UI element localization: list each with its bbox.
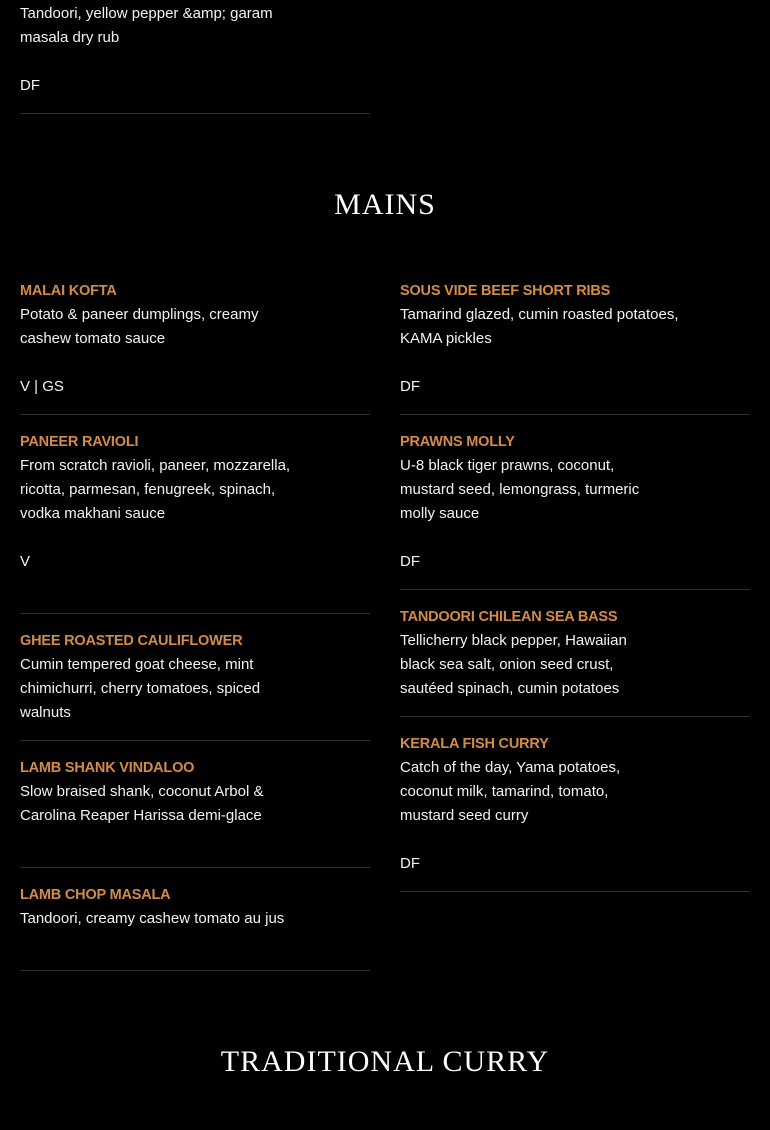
menu-item-partial [20,2,370,114]
menu-item-name: LAMB CHOP MASALA [20,887,171,903]
menu-item-ghee-roasted-cauliflower [20,629,370,741]
menu-item-name: TANDOORI CHILEAN SEA BASS [400,609,618,625]
menu-item-sous-vide-beef-short-ribs [400,279,750,415]
menu-item-tags: DF [400,855,420,872]
menu-item-prawns-molly [400,430,750,590]
menu-item-description: Potato & paneer dumplings, creamy cashew tomato sauce [20,306,259,347]
menu-item-tags: V [20,553,31,570]
menu-item-description: Tandoori, yellow pepper &amp; garam masala dry rub [20,5,273,46]
menu-item-description: Tamarind glazed, cumin roasted potatoes, KAMA pickles [400,306,679,347]
menu-item-tandoori-chilean-sea-bass [400,605,750,717]
menu-item-description: Tandoori, creamy cashew tomato au jus [20,910,285,927]
menu-item-kerala-fish-curry [400,732,750,892]
menu-item-description: From scratch ravioli, paneer, mozzarella, ricotta, parmesan, fenugreek, spinach, vodka makhani sauce [20,457,291,522]
menu-item-name: KERALA FISH CURRY [400,736,549,752]
menu-item-name: GHEE ROASTED CAULIFLOWER [20,633,243,649]
menu-item-description: Catch of the day, Yama potatoes, coconut milk, tamarind, tomato, mustard seed curry [400,759,621,824]
menu-item-paneer-ravioli [20,430,370,614]
section-title-traditional-curry: TRADITIONAL CURRY [220,1045,550,1078]
menu-item-lamb-shank-vindaloo [20,756,370,868]
menu-item-tags: DF [400,553,420,570]
menu-item-description: Slow braised shank, coconut Arbol & Carolina Reaper Harissa demi-glace [20,783,264,824]
menu-item-tags: DF [400,378,420,395]
menu-item-name: MALAI KOFTA [20,283,117,299]
menu-item-description: Tellicherry black pepper, Hawaiian black sea salt, onion seed crust, sautéed spinach, cumin potatoes [400,632,627,697]
menu-item-lamb-chop-masala [20,883,370,971]
menu-item-tags: DF [20,77,40,94]
menu-item-malai-kofta [20,279,370,415]
menu-item-name: LAMB SHANK VINDALOO [20,760,195,776]
menu-item-description: Cumin tempered goat cheese, mint chimichurri, cherry tomatoes, spiced walnuts [20,656,261,721]
menu-item-tags: V | GS [20,378,64,395]
section-title-mains: MAINS [334,188,436,221]
menu-item-name: PRAWNS MOLLY [400,434,515,450]
menu-item-name: PANEER RAVIOLI [20,434,139,450]
menu-item-description: U-8 black tiger prawns, coconut, mustard seed, lemongrass, turmeric molly sauce [400,457,640,522]
menu-item-name: SOUS VIDE BEEF SHORT RIBS [400,283,611,299]
